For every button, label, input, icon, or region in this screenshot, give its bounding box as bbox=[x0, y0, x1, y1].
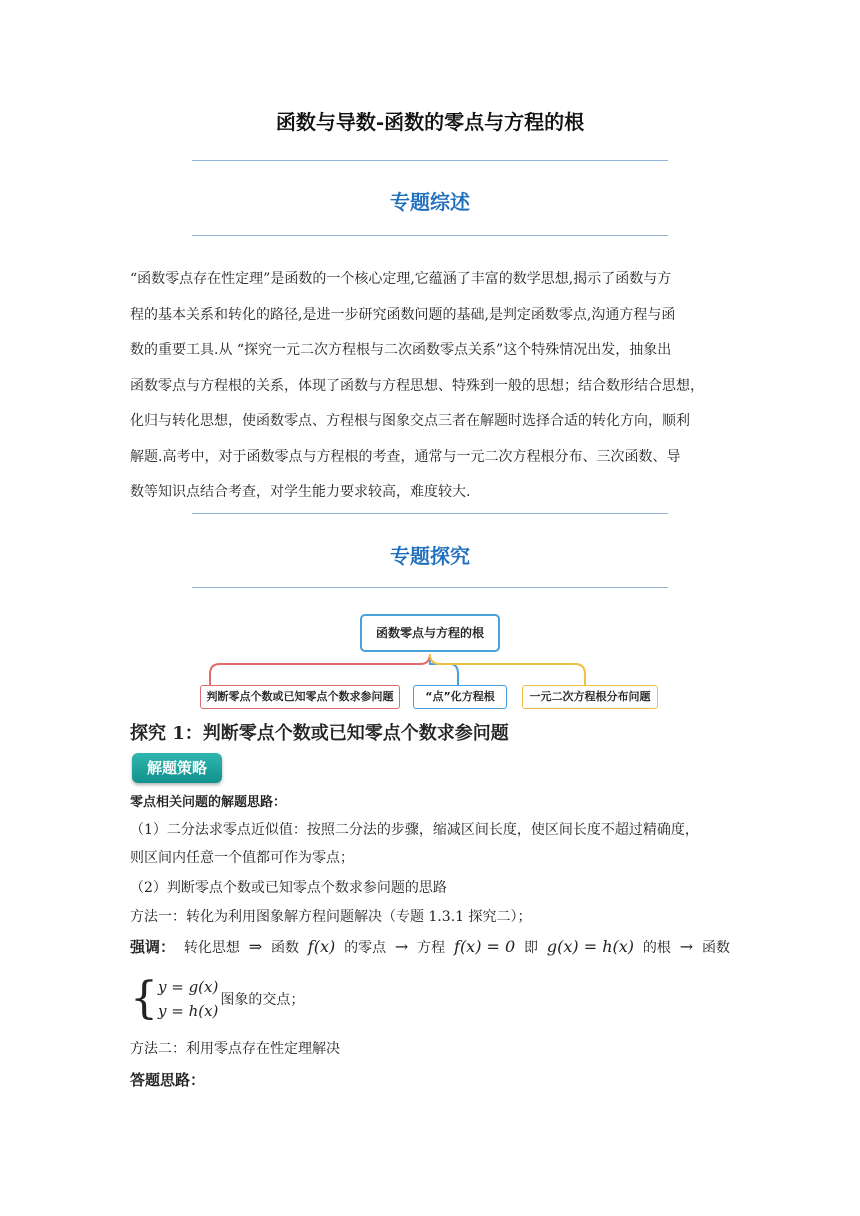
lead-text: 零点相关问题的解题思路： bbox=[130, 795, 287, 810]
paragraph-line: 函数零点与方程根的关系，体现了函数与方程思想、特殊到一般的思想；结合数形结合思想， bbox=[130, 377, 704, 394]
divider bbox=[192, 160, 668, 161]
emphasis-text: 方程 bbox=[417, 940, 446, 956]
arrow-symbol: → bbox=[394, 937, 409, 956]
paragraph-line: “函数零点存在性定理”是函数的一个核心定理,它蕴涵了丰富的数学思想,揭示了函数与方 bbox=[130, 271, 672, 287]
emphasis-text: 即 bbox=[524, 940, 539, 956]
implies-symbol: ⇒ bbox=[248, 937, 263, 956]
section-heading-explore: 专题探究 bbox=[390, 544, 470, 568]
page-title: 函数与导数-函数的零点与方程的根 bbox=[275, 110, 585, 134]
mind-map-root: 函数零点与方程的根 bbox=[360, 614, 500, 652]
math-expression: g(x) = h(x) bbox=[546, 937, 635, 956]
emphasis-label: 强调： bbox=[130, 938, 176, 956]
method-two: 方法二：利用零点存在性定理解决 bbox=[130, 1041, 340, 1057]
equation-system bbox=[130, 975, 304, 1023]
equation-lines bbox=[158, 975, 218, 1023]
math-expression: y = h(x) bbox=[158, 1002, 219, 1020]
answer-label: 答题思路： bbox=[130, 1071, 206, 1089]
paragraph-line: 数的重要工具.从 “探究一元二次方程根与二次函数零点关系”这个特殊情况出发，抽象出 bbox=[130, 342, 672, 358]
mind-map-branch: 一元二次方程根分布问题 bbox=[522, 685, 658, 709]
math-expression: f(x) = 0 bbox=[454, 937, 516, 956]
method-one: 方法一：转化为利用图象解方程问题解决（专题 1.3.1 探究二）； bbox=[130, 909, 532, 925]
divider bbox=[192, 587, 668, 588]
list-item: （1）二分法求零点近似值：按照二分法的步骤，缩减区间长度，使区间长度不超过精确度， bbox=[130, 822, 699, 838]
section-heading-overview: 专题综述 bbox=[390, 190, 470, 214]
paragraph-line: 数等知识点结合考查，对学生能力要求较高，难度较大. bbox=[130, 484, 471, 500]
emphasis-text: 的根 bbox=[642, 940, 671, 956]
emphasis-line bbox=[130, 936, 730, 957]
strategy-badge: 解题策略 bbox=[132, 753, 222, 783]
mind-map-branch: 判断零点个数或已知零点个数求参问题 bbox=[200, 685, 400, 709]
emphasis-text: 转化思想 bbox=[183, 940, 240, 956]
list-item: （2）判断零点个数或已知零点个数求参问题的思路 bbox=[130, 880, 447, 896]
divider bbox=[192, 235, 668, 236]
paragraph-line: 解题.高考中，对于函数零点与方程根的考查，通常与一元二次方程根分布、三次函数、导 bbox=[130, 448, 681, 465]
section-title: 探究 1：判断零点个数或已知零点个数求参问题 bbox=[130, 723, 509, 744]
emphasis-text: 函数 bbox=[270, 940, 299, 956]
overview-paragraph bbox=[130, 262, 730, 511]
divider bbox=[192, 513, 668, 514]
intersection-text: 图象的交点； bbox=[220, 992, 305, 1008]
paragraph-line: 程的基本关系和转化的路径,是进一步研究函数问题的基础,是判定函数零点,沟通方程与函 bbox=[130, 306, 676, 323]
math-expression: y = g(x) bbox=[158, 978, 219, 996]
mind-map-branch: “点”化方程根 bbox=[413, 685, 507, 709]
emphasis-text: 函数 bbox=[701, 940, 730, 956]
paragraph-line: 化归与转化思想，使函数零点、方程根与图象交点三者在解题时选择合适的转化方向，顺利 bbox=[130, 413, 690, 429]
emphasis-text: 的零点 bbox=[344, 940, 387, 956]
list-item-continuation: 则区间内任意一个值都可作为零点； bbox=[130, 850, 354, 866]
math-expression: f(x) bbox=[307, 937, 336, 956]
arrow-symbol: → bbox=[679, 937, 694, 956]
brace-symbol: { bbox=[130, 973, 158, 1024]
mind-map bbox=[195, 612, 665, 712]
